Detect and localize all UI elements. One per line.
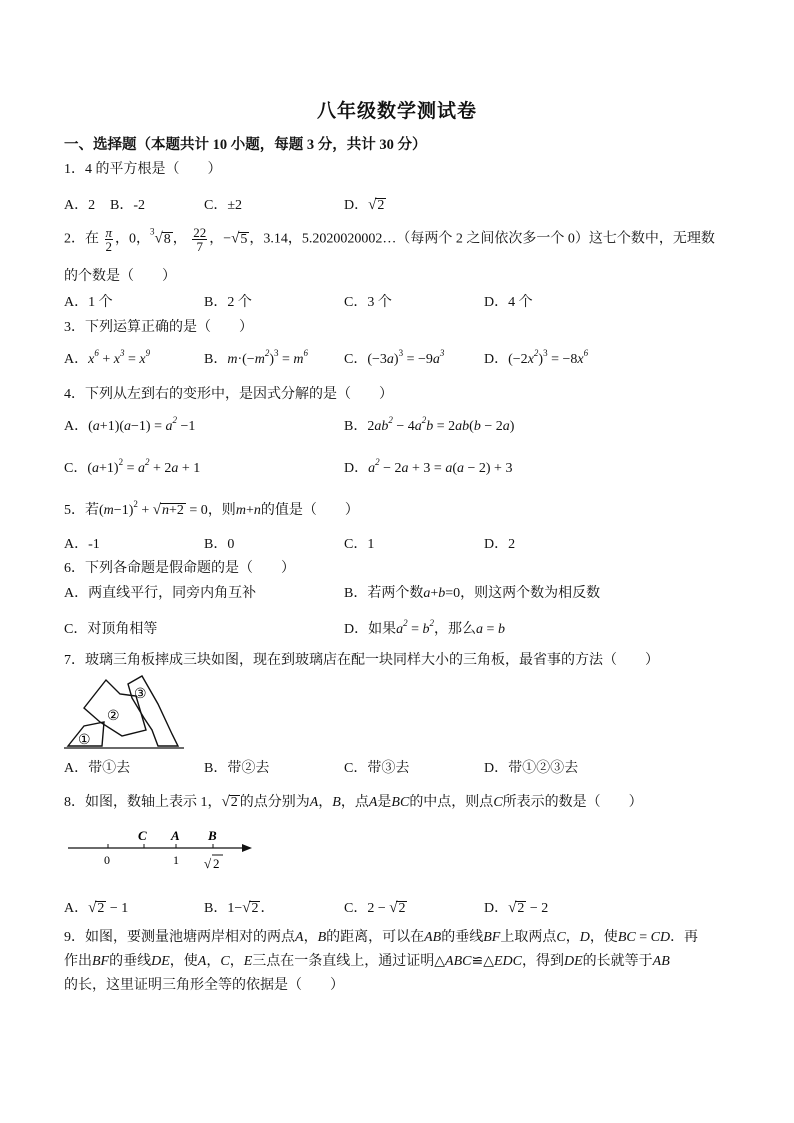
q6-option-a: A．两直线平行，同旁内角互补 bbox=[64, 586, 257, 601]
piece-label-3: ③ bbox=[134, 687, 147, 702]
q8-option-a: A．√2 − 1 bbox=[64, 900, 129, 916]
q2-stem-line2: 的个数是（ ） bbox=[64, 269, 176, 284]
q2-option-c: C．3 个 bbox=[344, 295, 392, 310]
fraction-pi-over-2: $\frac{\pi}{2}$ bbox=[105, 225, 113, 254]
q4-stem: 4．下列从左到右的变形中，是因式分解的是（ ） bbox=[64, 387, 393, 402]
q7-stem: 7．玻璃三角板摔成三块如图，现在到玻璃店在配一块同样大小的三角板，最省事的方法（ ） bbox=[64, 653, 659, 668]
broken-triangle-figure bbox=[62, 674, 188, 752]
q1-option-c: C．±2 bbox=[204, 198, 243, 213]
q9-stem: 9．如图，要测量池塘两岸相对的两点A，B的距离，可以在AB的垂线BF上取两点C，D，使BC = CD．再 作出BF的垂线DE，使A，C，E三点在一条直线上，通过证明△ABC≌△EDC，得到DE的长就等于AB 的长，这里证明三角形全等的依据是（ ） bbox=[64, 930, 699, 993]
q7-option-b: B．带②去 bbox=[204, 761, 270, 776]
q4-option-c: C．$(a+1)^2 = a^2 + 2a + 1$ bbox=[64, 457, 201, 476]
piece-label-2: ② bbox=[107, 709, 120, 724]
q5-option-a: A．-1 bbox=[64, 537, 100, 552]
number-line-figure bbox=[64, 824, 254, 874]
q3-option-a: A．$x^6 + x^3 = x^9$ bbox=[64, 348, 151, 367]
point-label-b: B bbox=[208, 828, 217, 843]
q6-option-c: C．对顶角相等 bbox=[64, 622, 158, 637]
q8-option-c: C．2 − √2 bbox=[344, 900, 406, 916]
section-heading: 一、选择题（本题共计 10 小题，每题 3 分，共计 30 分） bbox=[64, 137, 427, 153]
q4-option-a: A．$(a+1)(a-1) = a^2 -1$ bbox=[64, 415, 196, 434]
q5-option-c: C．1 bbox=[344, 537, 375, 552]
q7-option-d: D．带①②③去 bbox=[484, 761, 579, 776]
q8-stem: 8．如图，数轴上表示 1，√2 的点分别为A，B，点A是BC的中点，则点C所表示的数是（ ） bbox=[64, 794, 643, 810]
q2-option-a: A．1 个 bbox=[64, 295, 113, 310]
q1-option-d: D．√2 bbox=[344, 197, 385, 213]
fraction-22-over-7: $\frac{22}{7}$ bbox=[193, 225, 207, 254]
q3-stem: 3．下列运算正确的是（ ） bbox=[64, 320, 253, 335]
q4-option-b: B．$2ab^2 - 4a^2b = 2ab(b - 2a)$ bbox=[344, 415, 515, 434]
q3-option-d: D．$(-2x^2)^3 = -8x^6$ bbox=[484, 348, 589, 367]
tick-label-0: 0 bbox=[104, 853, 110, 867]
q2-stem: 2．在 $\frac{\pi}{2}$ ，0，$^3$√8 ， $\frac{22}{7}$ ，−√5 ，3.14，5.2020020002…（每两个 2 之间依次多一个 0）这七个数中，无理数 bbox=[64, 225, 715, 254]
q3-option-b: B．$m\cdot(-m^2)^3 = m^6$ bbox=[204, 348, 309, 367]
point-label-a: A bbox=[171, 828, 180, 843]
q5-option-b: B．0 bbox=[204, 537, 235, 552]
q6-stem: 6．下列各命题是假命题的是（ ） bbox=[64, 561, 295, 576]
q4-option-d: D．$a^2 - 2a + 3 = a(a - 2) + 3$ bbox=[344, 457, 513, 476]
q7-option-c: C．带③去 bbox=[344, 761, 410, 776]
tick-label-sqrt2: √ bbox=[204, 856, 212, 871]
q8-option-b: B．1−√2 ． bbox=[204, 900, 275, 916]
point-label-c: C bbox=[138, 828, 147, 843]
tick-label-1: 1 bbox=[173, 853, 179, 867]
q6-option-d: D．如果$a^2 = b^2$，那么a = b bbox=[344, 618, 505, 637]
q2-option-d: D．4 个 bbox=[484, 295, 533, 310]
q7-option-a: A．带①去 bbox=[64, 761, 131, 776]
piece-label-1: ① bbox=[78, 733, 91, 748]
q1-option-b: B．-2 bbox=[110, 198, 145, 213]
q5-option-d: D．2 bbox=[484, 537, 516, 552]
q3-option-c: C．$(-3a)^3 = -9a^3$ bbox=[344, 348, 445, 367]
tick-label-sqrt2-radicand: 2 bbox=[213, 856, 220, 871]
page-title: 八年级数学测试卷 bbox=[316, 101, 477, 122]
q6-option-b: B．若两个数a+b=0，则这两个数为相反数 bbox=[344, 586, 601, 601]
q8-option-d: D．√2 − 2 bbox=[484, 900, 549, 916]
q2-option-b: B．2 个 bbox=[204, 295, 252, 310]
q5-stem: 5．若$(m-1)^2 + √n+2 = 0$，则m+n的值是（ ） bbox=[64, 499, 359, 518]
q1-option-a: A．2 bbox=[64, 198, 96, 213]
q1-stem: 1．4 的平方根是（ ） bbox=[64, 162, 222, 177]
axis-arrow-icon bbox=[242, 844, 252, 852]
